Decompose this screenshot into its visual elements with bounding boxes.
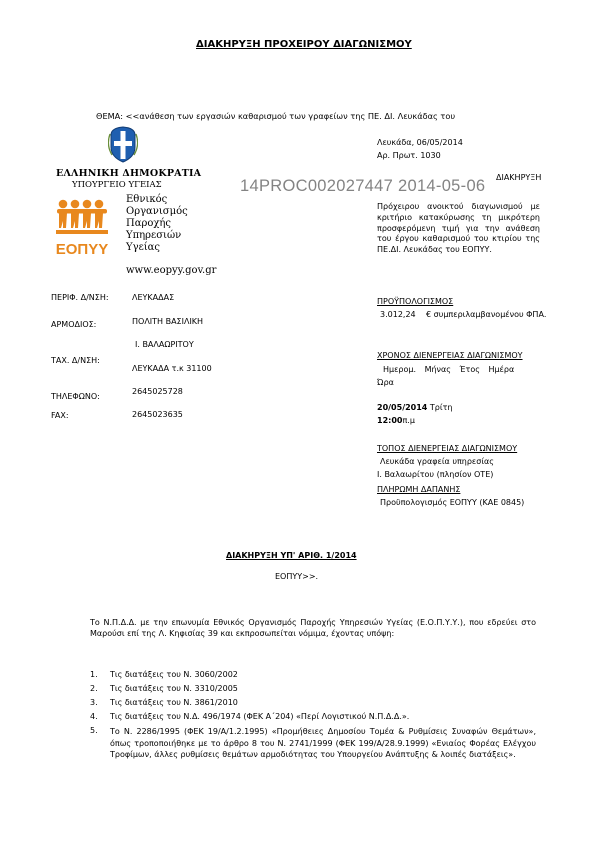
- info-label: FAX:: [51, 411, 69, 420]
- list-item: Το Ν. 2286/1995 (ΦΕΚ 19/Α/1.2.1995) «Προμήθειες Δημοσίου Τομέα & Ρυθμίσεις Συναφών Θεμάτων», όπως τροποποιήθηκε με το άρθρο 8 του Ν. 2741/1999 (ΦΕΚ 199/Α/28.9.1999) «Ενιαίος Φορέας Ελέγχου Τροφίμων, άλλες ρυθμίσεις θεμάτων αρμοδιότητας του Υπουργείου Ανάπτυξης & λοιπές διατάξεις».: [110, 727, 536, 759]
- info-value: Ι. ΒΑΛΑΩΡΙΤΟΥ: [135, 340, 194, 349]
- greek-coat-of-arms-icon: [108, 125, 138, 163]
- info-value: ΛΕΥΚΑΔΑΣ: [132, 293, 175, 302]
- place-line: Ι. Βαλαωρίτου (πλησίον ΟΤΕ): [377, 470, 494, 479]
- org-line: Υγείας: [126, 242, 161, 253]
- org-line: Οργανισμός: [126, 206, 188, 217]
- subject-line: ΘΕΜΑ: <<ανάθεση των εργασιών καθαρισμού των γραφείων της ΠΕ. ΔΙ. Λευκάδας του: [96, 111, 456, 121]
- info-value: ΛΕΥΚΑΔΑ τ.κ 31100: [132, 364, 212, 373]
- contest-date: 20/05/2014: [377, 403, 428, 412]
- list-item: Τις διατάξεις του Ν. 3060/2002: [110, 670, 238, 679]
- org-line: Παροχής: [126, 218, 172, 229]
- org-line: Υπηρεσιών: [126, 230, 182, 241]
- contest-hour: 12:00: [377, 416, 403, 425]
- payment-heading: ΠΛΗΡΩΜΗ ΔΑΠΑΝΗΣ: [377, 485, 461, 494]
- budget-heading: ΠΡΟΫΠΟΛΟΓΙΣΜΟΣ: [377, 297, 454, 306]
- diavgeia-stamp: 14PROC002027447 2014-05-06: [240, 177, 486, 195]
- time-heading: ΧΡΟΝΟΣ ΔΙΕΝΕΡΓΕΙΑΣ ΔΙΑΓΩΝΙΣΜΟΥ: [377, 351, 523, 360]
- contest-time-line: [377, 416, 415, 426]
- info-label: ΤΑΧ. Δ/ΝΣΗ:: [51, 356, 100, 365]
- place-date: Λευκάδα, 06/05/2014: [377, 138, 463, 147]
- info-label: ΠΕΡΙΦ. Δ/ΝΣΗ:: [51, 293, 109, 302]
- declaration-number: ΔΙΑΚΗΡΥΞΗ ΥΠ' ΑΡΙΘ. 1/2014: [226, 551, 357, 560]
- place-line: Λευκάδα γραφεία υπηρεσίας: [380, 457, 494, 466]
- ministry-label: ΥΠΟΥΡΓΕΙΟ ΥΓΕΙΑΣ: [72, 180, 162, 190]
- contest-ampm: π.μ: [402, 416, 415, 425]
- eopyy-brand: ΕΟΠΥΥ: [55, 241, 109, 258]
- list-item: Τις διατάξεις του Ν.Δ. 496/1974 (ΦΕΚ Α΄204) «Περί Λογιστικού Ν.Π.Δ.Δ.».: [110, 712, 410, 721]
- document-title: ΔΙΑΚΗΡΥΞΗ ΠΡΟΧΕΙΡΟΥ ΔΙΑΓΩΝΙΣΜΟΥ: [196, 39, 412, 50]
- eopyy-logo: [55, 198, 109, 260]
- time-labels: Ημερομ. Μήνας Έτος Ημέρα: [383, 365, 515, 374]
- contest-date-line: [377, 403, 452, 413]
- declaration-heading: ΔΙΑΚΗΡΥΞΗ: [496, 173, 542, 182]
- list-item: Τις διατάξεις του Ν. 3861/2010: [110, 698, 238, 707]
- payment-text: Προϋπολογισμός ΕΟΠΥΥ (ΚΑΕ 0845): [380, 498, 525, 507]
- list-number: 4.: [90, 712, 98, 721]
- info-label: ΤΗΛΕΦΩΝΟ:: [51, 392, 100, 401]
- list-number: 3.: [90, 698, 98, 707]
- info-value: 2645025728: [132, 387, 183, 396]
- declaration-text: Πρόχειρου ανοικτού διαγωνισμού με κριτήριο κατακύρωσης τη μικρότερη προσφερόμενη τιμή για την ανάθεση του έργου καθαρισμού του κτιρίου της ΠΕ.ΔΙ. Λευκάδας του ΕΟΠΥΥ.: [377, 202, 540, 255]
- list-number: 2.: [90, 684, 98, 693]
- org-name: [126, 194, 188, 254]
- budget-amount: 3.012,24: [380, 310, 416, 319]
- list-number: 5.: [90, 726, 98, 735]
- budget-vat-note: € συμπεριλαμβανομένου ΦΠΑ.: [426, 310, 547, 319]
- republic-label: ΕΛΛΗΝΙΚΗ ΔΗΜΟΚΡΑΤΙΑ: [56, 168, 202, 179]
- declaration-org: ΕΟΠΥΥ>>.: [275, 572, 319, 581]
- org-line: Εθνικός: [126, 194, 168, 205]
- place-heading: ΤΟΠΟΣ ΔΙΕΝΕΡΓΕΙΑΣ ΔΙΑΓΩΝΙΣΜΟΥ: [377, 444, 518, 453]
- list-number: 1.: [90, 670, 98, 679]
- info-label: ΑΡΜΟΔΙΟΣ:: [51, 320, 97, 329]
- website-label: www.eopyy.gov.gr: [126, 265, 217, 276]
- protocol-number: Αρ. Πρωτ. 1030: [377, 151, 441, 160]
- info-value: ΠΟΛΙΤΗ ΒΑΣΙΛΙΚΗ: [132, 317, 204, 326]
- contest-day: Τρίτη: [429, 403, 453, 412]
- list-item: Τις διατάξεις του Ν. 3310/2005: [110, 684, 238, 693]
- info-value: 2645023635: [132, 410, 183, 419]
- time-hour-label: Ώρα: [377, 378, 394, 387]
- intro-paragraph: Το Ν.Π.Δ.Δ. με την επωνυμία Εθνικός Οργανισμός Παροχής Υπηρεσιών Υγείας (Ε.Ο.Π.Υ.Υ.), που εδρεύει στο Μαρούσι επί της Λ. Κηφισίας 39 και εκπροσωπείται νόμιμα, έχοντας υπόψη:: [90, 618, 536, 638]
